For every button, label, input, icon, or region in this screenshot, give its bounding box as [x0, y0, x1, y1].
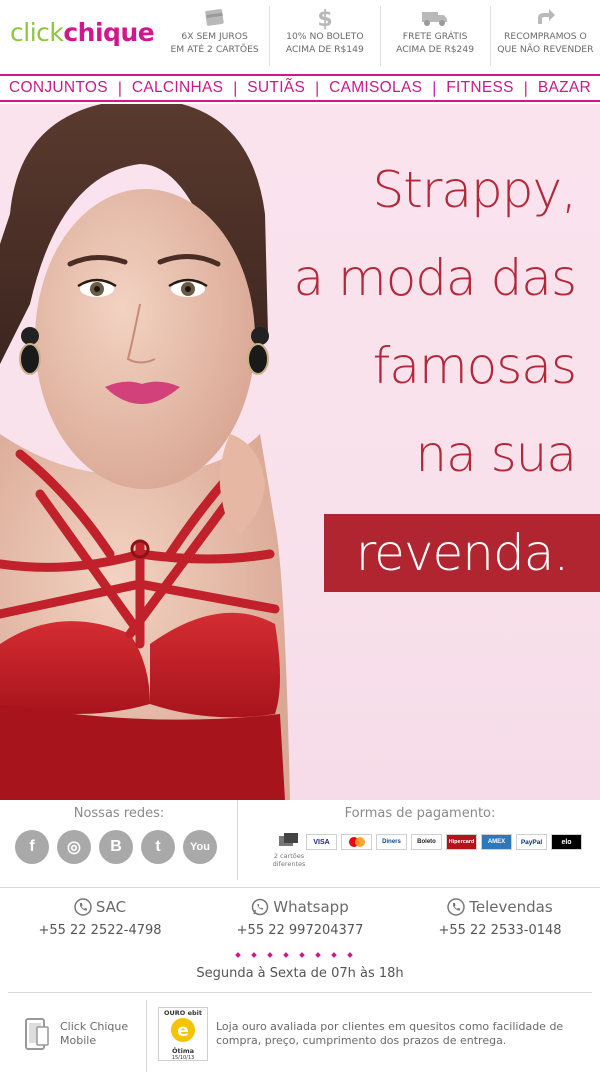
instagram-icon[interactable]: ◎ — [57, 830, 91, 864]
headline-line: na sua — [415, 425, 576, 483]
phone-icon — [74, 898, 92, 916]
footer-networks-payment — [0, 800, 600, 888]
social-title: Nossas redes: — [73, 806, 165, 821]
benefit-line1: RECOMPRAMOS O — [504, 31, 587, 42]
contact-number[interactable]: +55 22 2522-4798 — [38, 923, 162, 938]
benefit-line2: ACIMA DE R$149 — [285, 44, 364, 55]
logo-part-chique: chique — [63, 18, 155, 47]
benefit-line2: EM ATÉ 2 CARTÕES — [170, 44, 259, 55]
contact-televendas — [400, 896, 600, 956]
nav-bazar[interactable]: BAZAR — [537, 79, 591, 96]
nav-conjuntos[interactable]: CONJUNTOS — [9, 79, 108, 96]
contact-number[interactable]: +55 22 2533-0148 — [438, 923, 562, 938]
blogger-icon[interactable]: B — [99, 830, 133, 864]
two-cards-caption: 2 cartões diferentes — [272, 852, 306, 868]
benefit-line1: FRETE GRÁTIS — [402, 31, 468, 42]
contact-whatsapp — [200, 896, 400, 956]
hipercard-icon: Hipercard — [446, 834, 477, 850]
hero-headline — [293, 146, 576, 498]
return-arrow-icon — [534, 6, 556, 30]
nav-fitness[interactable]: FITNESS — [446, 79, 514, 96]
dollar-icon — [317, 6, 333, 30]
seal-description: Loja ouro avaliada por clientes em quesitos como facilidade de compra, preço, cumprimento dos prazos de entrega. — [216, 1020, 564, 1047]
benefit-boleto — [269, 6, 379, 66]
benefit-line2: QUE NÃO REVENDER — [497, 44, 594, 55]
contact-name: SAC — [95, 898, 127, 916]
card-list — [306, 834, 582, 850]
whatsapp-icon — [251, 898, 269, 916]
two-cards-icon — [278, 832, 300, 848]
visa-card-icon: VISA — [306, 834, 337, 850]
hero-banner[interactable] — [0, 104, 600, 800]
logo-part-click: click — [10, 18, 64, 47]
truck-icon — [421, 6, 449, 30]
mastercard-icon — [341, 834, 372, 850]
nav-camisolas[interactable]: CAMISOLAS — [329, 79, 423, 96]
benefit-line1: 10% NO BOLETO — [286, 31, 364, 42]
mobile-link[interactable] — [24, 1018, 140, 1050]
nav-sutias[interactable]: SUTIÃS — [247, 79, 306, 96]
youtube-icon[interactable]: You — [183, 830, 217, 864]
svg-text:$: $ — [317, 7, 333, 30]
divider — [8, 992, 592, 993]
nav-separator: | — [314, 79, 320, 97]
contact-number[interactable]: +55 22 997204377 — [236, 923, 364, 938]
ebit-logo-icon — [159, 1017, 207, 1043]
nav-separator: | — [232, 79, 238, 97]
nav-separator: | — [117, 79, 123, 97]
nav-separator: | — [523, 79, 529, 97]
benefit-buyback — [490, 6, 600, 66]
mobile-text: Click Chique Mobile — [60, 1020, 129, 1047]
headline-line: a moda das — [293, 249, 576, 307]
revenda-badge[interactable]: revenda. — [324, 514, 600, 592]
facebook-icon[interactable]: f — [15, 830, 49, 864]
svg-text:e: e — [177, 1021, 189, 1041]
paypal-icon: PayPal — [516, 834, 547, 850]
social-networks — [0, 800, 238, 880]
payment-title: Formas de pagamento: — [344, 806, 496, 821]
contact-info — [0, 896, 600, 956]
twitter-icon[interactable]: t — [141, 830, 175, 864]
benefit-line2: ACIMA DE R$249 — [396, 44, 475, 55]
dot-divider — [236, 953, 352, 957]
two-cards — [268, 832, 310, 868]
benefit-free-shipping — [380, 6, 490, 66]
phone-icon — [447, 898, 465, 916]
nav-calcinhas[interactable]: CALCINHAS — [131, 79, 224, 96]
category-nav — [0, 74, 600, 102]
seal-rating: Ótima — [171, 1047, 195, 1055]
contact-name: Whatsapp — [273, 898, 349, 916]
benefits-bar — [160, 6, 600, 66]
business-hours: Segunda à Sexta de 07h às 18h — [196, 966, 404, 981]
diners-card-icon: Diners — [376, 834, 407, 850]
benefit-line1: 6X SEM JUROS — [181, 31, 248, 42]
seal-date: 15/10/13 — [171, 1055, 195, 1061]
contact-sac — [0, 896, 200, 956]
seal-top: OURO ebit — [164, 1009, 202, 1017]
divider — [146, 1000, 147, 1072]
elo-card-icon: elo — [551, 834, 582, 850]
contact-name: Televendas — [469, 898, 553, 916]
boleto-icon: Boleto — [411, 834, 442, 850]
mobile-phone-icon — [24, 1018, 50, 1050]
amex-card-icon: AMEX — [481, 834, 512, 850]
payment-methods — [240, 800, 600, 880]
headline-line: famosas — [372, 337, 576, 395]
credit-card-icon — [204, 6, 226, 30]
nav-separator: | — [431, 79, 437, 97]
logo[interactable] — [10, 18, 154, 47]
ebit-seal[interactable] — [158, 1007, 208, 1061]
header — [0, 0, 600, 72]
headline-line: Strappy, — [372, 161, 576, 219]
benefit-installments — [160, 6, 269, 66]
